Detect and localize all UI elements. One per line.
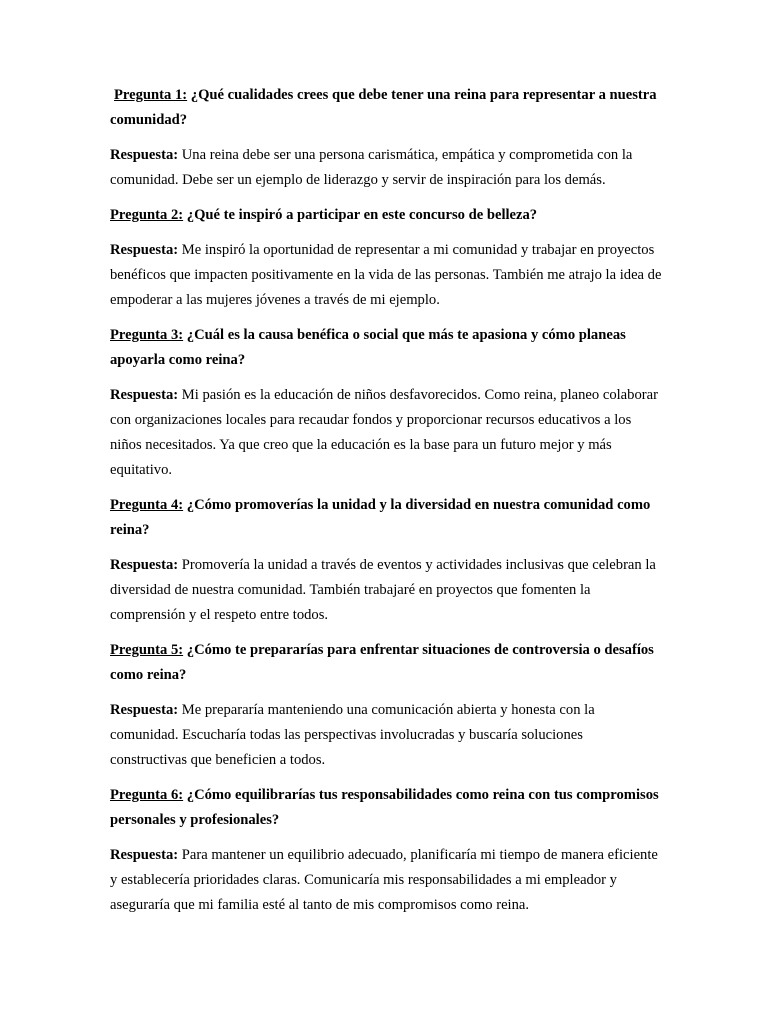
answer-6 xyxy=(110,843,662,918)
question-text: ¿Cómo te prepararías para enfrentar situaciones de controversia o desafíos como reina? xyxy=(110,642,654,683)
answer-text: Una reina debe ser una persona carismática, empática y comprometida con la comunidad. Debe ser un ejemplo de liderazgo y servir de inspiración para los demás. xyxy=(110,147,633,188)
question-text: ¿Cuál es la causa benéfica o social que más te apasiona y cómo planeas apoyarla como reina? xyxy=(110,327,626,368)
answer-text: Me prepararía manteniendo una comunicación abierta y honesta con la comunidad. Escucharía todas las perspectivas involucradas y buscaría soluciones constructivas que beneficien a todos. xyxy=(110,702,595,768)
question-label: Pregunta 4: xyxy=(110,497,184,513)
question-text: ¿Cómo equilibrarías tus responsabilidades como reina con tus compromisos personales y profesionales? xyxy=(110,787,659,828)
answer-label: Respuesta: xyxy=(110,147,179,163)
question-5 xyxy=(110,638,662,688)
answer-label: Respuesta: xyxy=(110,702,179,718)
question-4 xyxy=(110,493,662,543)
answer-label: Respuesta: xyxy=(110,557,179,573)
question-6 xyxy=(110,783,662,833)
question-text: ¿Qué cualidades crees que debe tener una reina para representar a nuestra comunidad? xyxy=(110,87,657,128)
question-text: ¿Qué te inspiró a participar en este concurso de belleza? xyxy=(186,207,538,223)
question-label: Pregunta 2: xyxy=(110,207,184,223)
question-label: Pregunta 1: xyxy=(114,87,188,103)
question-label: Pregunta 6: xyxy=(110,787,184,803)
answer-text: Mi pasión es la educación de niños desfavorecidos. Como reina, planeo colaborar con organizaciones locales para recaudar fondos y proporcionar recursos educativos a los niños necesitados. Ya que creo que la educación es la base para un futuro mejor y más equitativo. xyxy=(110,387,658,478)
answer-label: Respuesta: xyxy=(110,387,179,403)
question-label: Pregunta 5: xyxy=(110,642,184,658)
answer-label: Respuesta: xyxy=(110,242,179,258)
answer-3 xyxy=(110,383,662,483)
answer-2 xyxy=(110,238,662,313)
question-3 xyxy=(110,323,662,373)
question-1 xyxy=(110,83,662,133)
answer-1 xyxy=(110,143,662,193)
answer-5 xyxy=(110,698,662,773)
question-2 xyxy=(110,203,662,228)
question-label: Pregunta 3: xyxy=(110,327,184,343)
answer-text: Promovería la unidad a través de eventos y actividades inclusivas que celebran la diversidad de nuestra comunidad. También trabajaré en proyectos que fomenten la comprensión y el respeto entre todos. xyxy=(110,557,656,623)
document-page xyxy=(110,83,662,928)
answer-text: Me inspiró la oportunidad de representar a mi comunidad y trabajar en proyectos benéficos que impacten positivamente en la vida de las personas. También me atrajo la idea de empoderar a las mujeres jóvenes a través de mi ejemplo. xyxy=(110,242,662,308)
answer-4 xyxy=(110,553,662,628)
answer-text: Para mantener un equilibrio adecuado, planificaría mi tiempo de manera eficiente y establecería prioridades claras. Comunicaría mis responsabilidades a mi empleador y aseguraría que mi familia esté al tanto de mis compromisos como reina. xyxy=(110,847,658,913)
question-text: ¿Cómo promoverías la unidad y la diversidad en nuestra comunidad como reina? xyxy=(110,497,651,538)
answer-label: Respuesta: xyxy=(110,847,179,863)
